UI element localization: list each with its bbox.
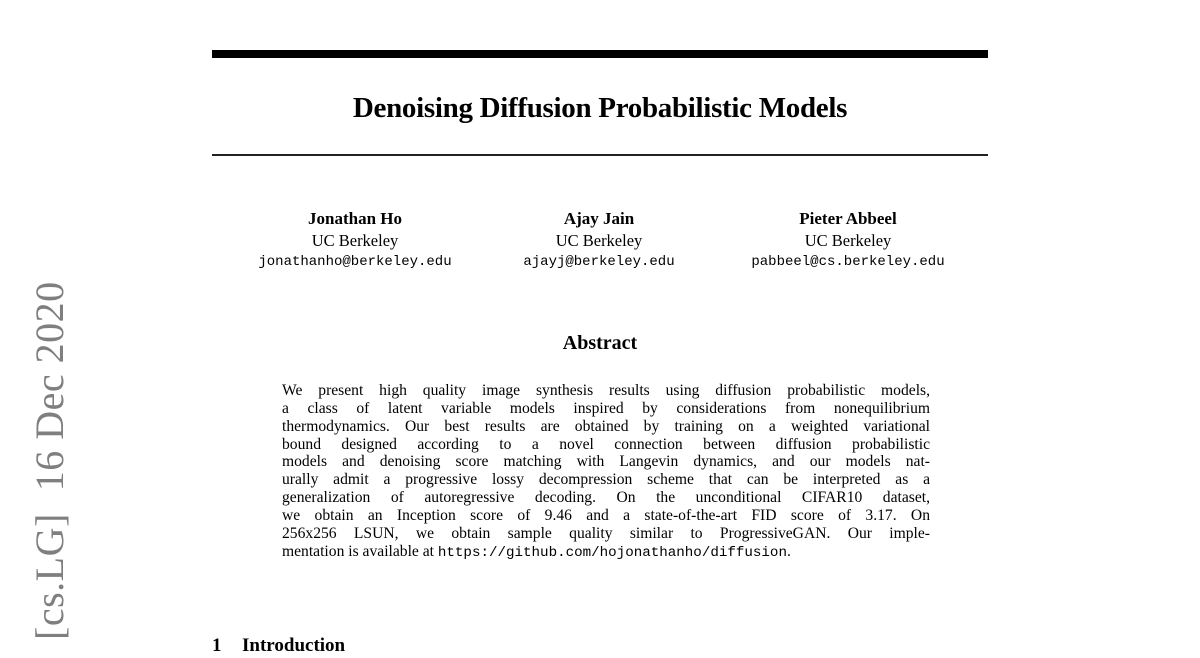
author-block: [212, 208, 988, 278]
section-number: 1: [212, 635, 222, 656]
arxiv-stamp: [28, 281, 72, 640]
arxiv-date: 16 Dec 2020: [27, 281, 72, 492]
author-affiliation: UC Berkeley: [311, 231, 399, 250]
abstract-heading: Abstract: [562, 332, 638, 354]
arxiv-category: [cs.LG]: [27, 513, 72, 640]
abstract-line: we obtain an Inception score of 9.46 and a state-of-the-art FID score of 3.17. On: [282, 506, 930, 524]
author-affiliation: UC Berkeley: [555, 231, 643, 250]
section-title: Introduction: [242, 635, 346, 656]
abstract-line: thermodynamics. Our best results are obtained by training on a weighted variational: [282, 417, 930, 435]
author-affiliation: UC Berkeley: [804, 231, 892, 250]
author-name: Ajay Jain: [563, 209, 635, 228]
abstract-line: a class of latent variable models inspired by considerations from nonequilibrium: [282, 399, 930, 417]
author-name: Jonathan Ho: [308, 209, 402, 228]
abstract-line: bound designed according to a novel connection between diffusion probabilistic: [282, 435, 930, 453]
abstract-line: urally admit a progressive lossy decompression scheme that can be interpreted as a: [282, 471, 930, 489]
author-email: ajayj@berkeley.edu: [523, 254, 675, 270]
abstract-line: models and denoising score matching with Langevin dynamics, and our models nat-: [282, 453, 930, 471]
github-link[interactable]: https://github.com/hojonathanho/diffusion: [437, 544, 787, 561]
author-email: jonathanho@berkeley.edu: [258, 254, 452, 270]
section-heading: [212, 634, 345, 658]
abstract-line: [282, 543, 930, 563]
paper-title: Denoising Diffusion Probabilistic Models: [352, 92, 848, 124]
title-rule: [212, 154, 988, 156]
abstract-line: 256x256 LSUN, we obtain sample quality similar to ProgressiveGAN. Our imple-: [282, 524, 930, 542]
abstract-text: [282, 382, 930, 562]
author: [728, 208, 968, 273]
abstract-line-suffix: .: [786, 542, 791, 560]
author-name: Pieter Abbeel: [799, 209, 897, 228]
author: [502, 208, 696, 273]
author: [236, 208, 474, 273]
top-rule: [212, 50, 988, 58]
abstract-line: generalization of autoregressive decoding. On the unconditional CIFAR10 dataset,: [282, 489, 930, 507]
author-email: pabbeel@cs.berkeley.edu: [751, 254, 945, 270]
abstract-line: We present high quality image synthesis results using diffusion probabilistic models,: [282, 382, 930, 399]
abstract-line-prefix: mentation is available at: [282, 542, 438, 560]
